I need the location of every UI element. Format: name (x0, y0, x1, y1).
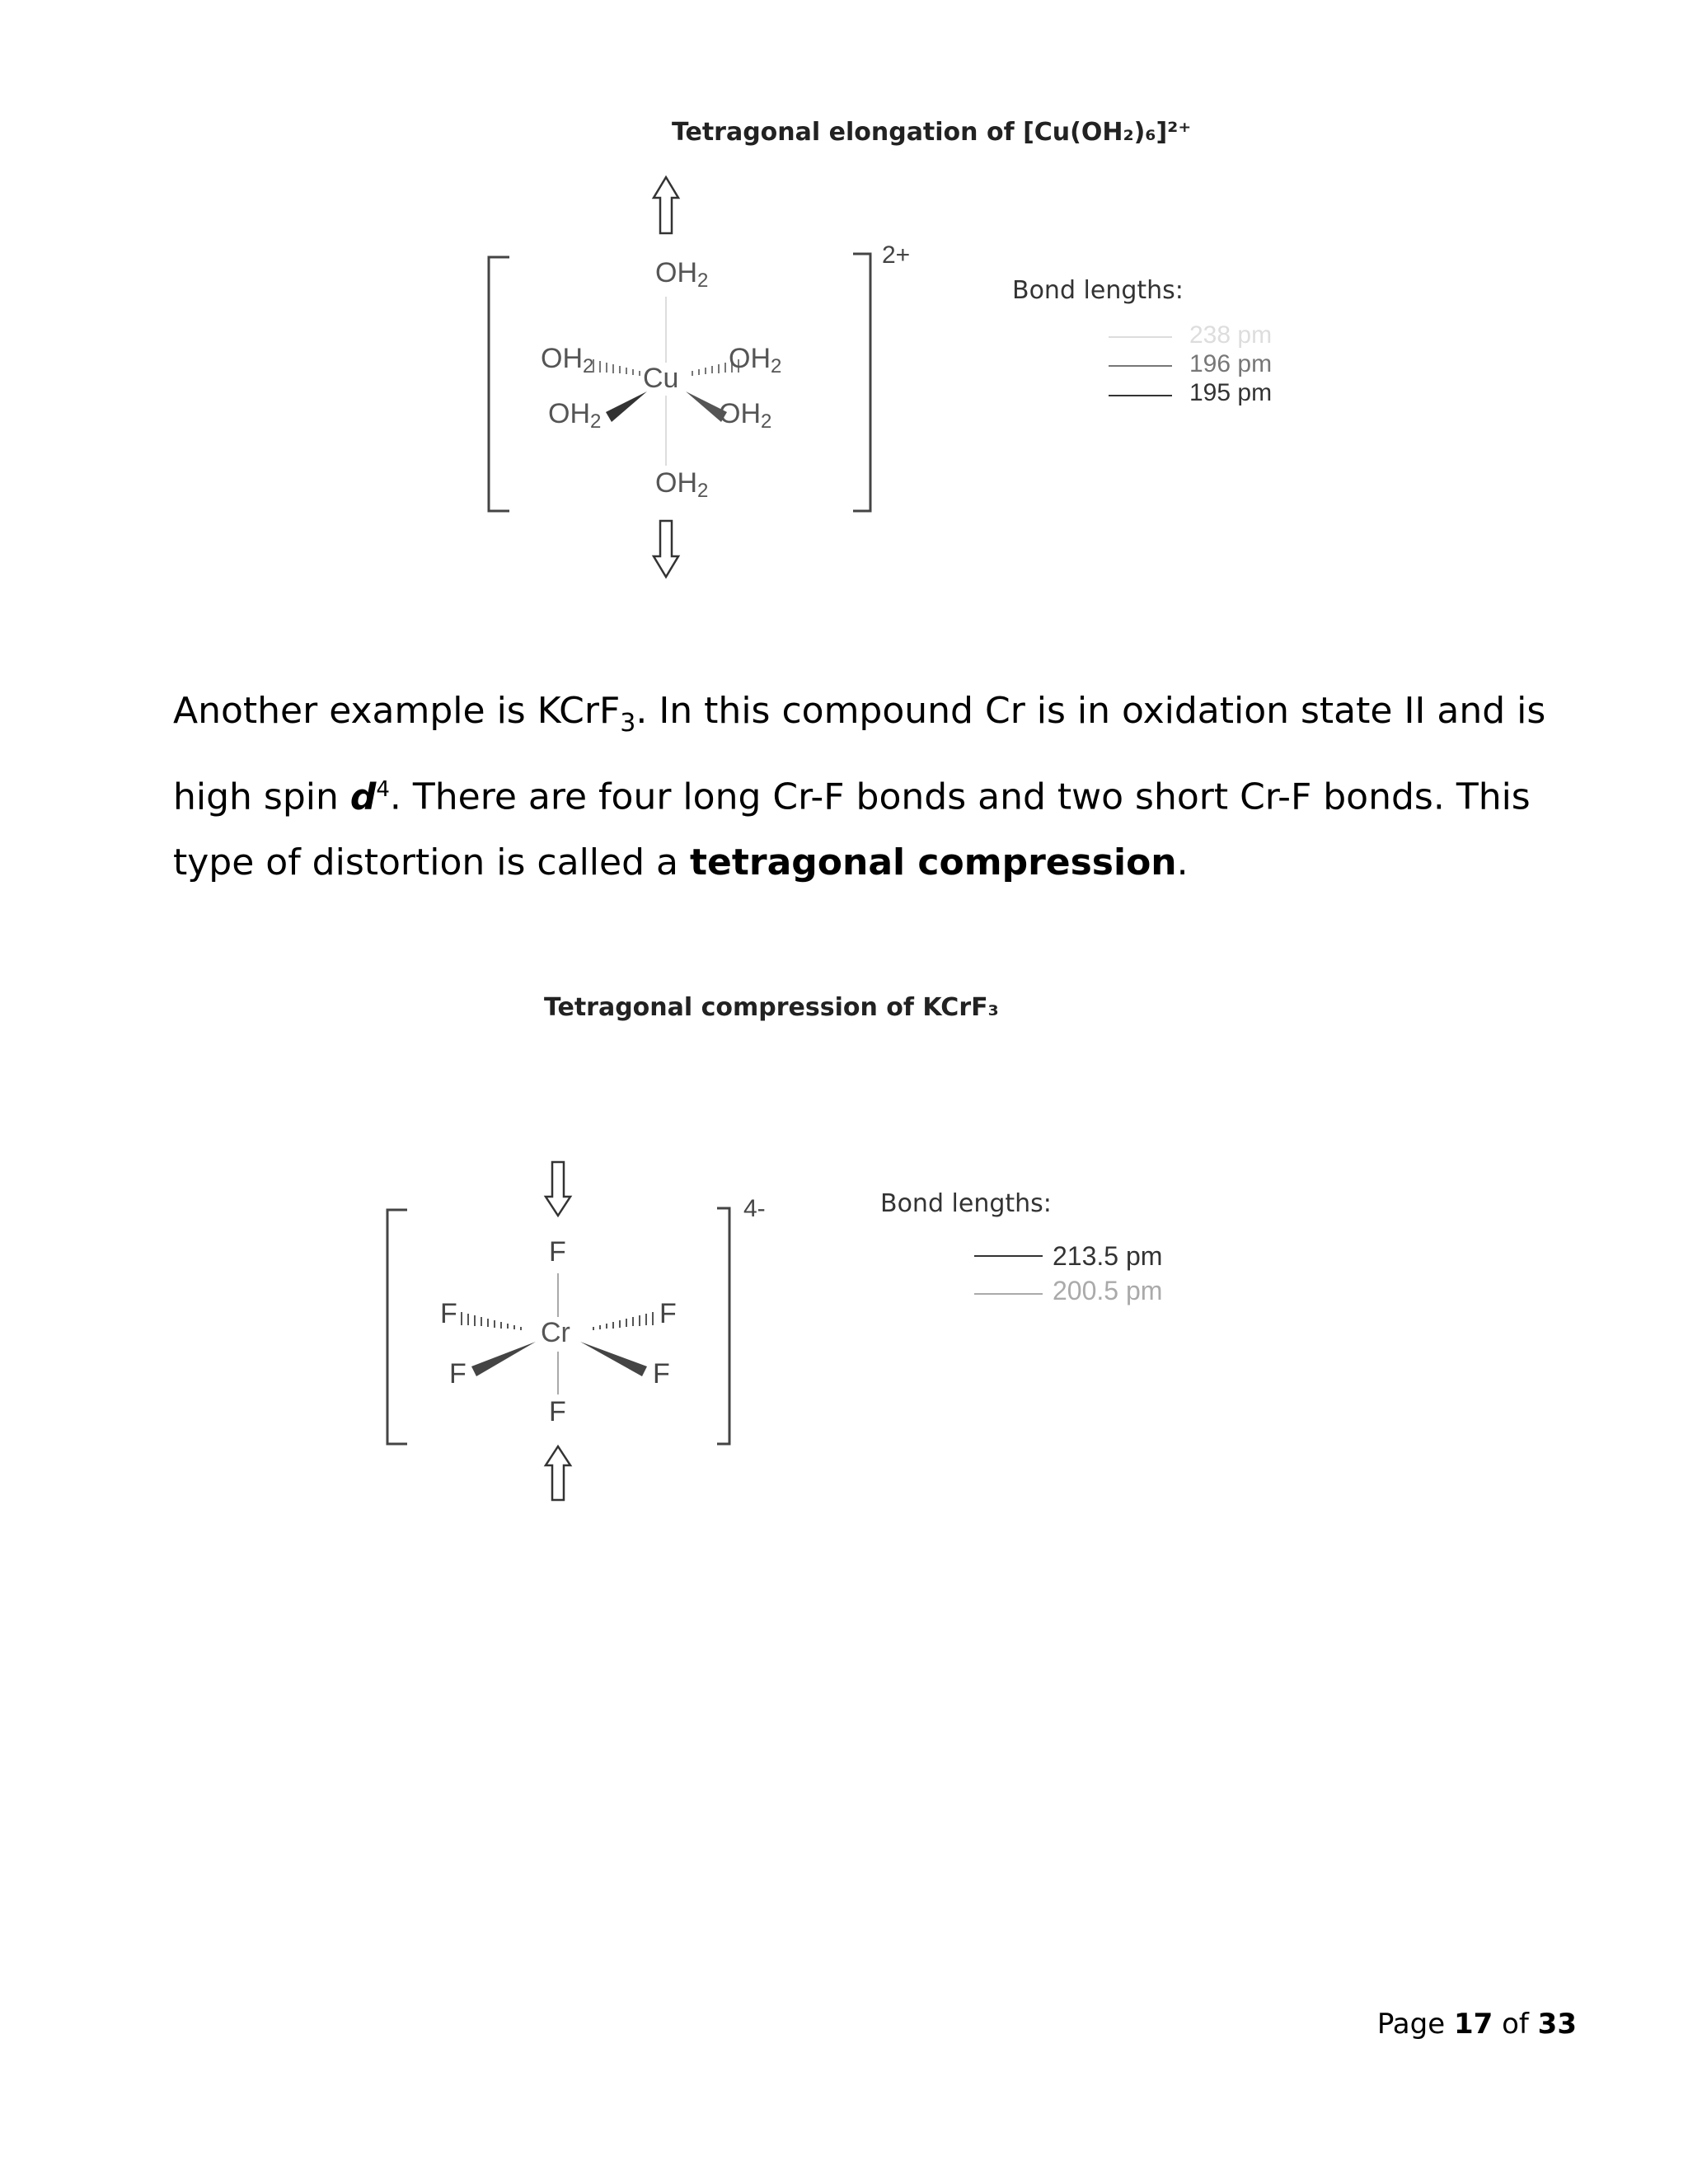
figure1-title: Tetragonal elongation of [Cu(OH₂)₆]²⁺ (672, 118, 1192, 147)
bond-lengths-label-2: Bond lengths: (880, 1189, 1052, 1218)
bond-length-long-2: 213.5 pm (1053, 1241, 1163, 1271)
hashed-bond-right-2 (593, 1312, 653, 1330)
ligand-upper-right: $OH_2$ (729, 343, 782, 377)
ligand-upper-right-2: F (659, 1298, 677, 1329)
ligand-bottom: $OH_2$ (655, 467, 709, 502)
left-bracket-2 (387, 1210, 407, 1444)
down-arrow-icon-2 (546, 1162, 570, 1216)
ligand-lower-left: $OH_2$ (548, 398, 602, 433)
ligand-upper-left: $OH_2$ (541, 343, 594, 377)
bond-length-short-2: 200.5 pm (1053, 1276, 1163, 1305)
up-arrow-icon-2 (546, 1446, 570, 1500)
ligand-top: $OH_2$ (655, 257, 709, 292)
wedge-bond-right-2 (580, 1342, 647, 1376)
bond-length-mid: 196 pm (1189, 350, 1273, 377)
metal-center-2: Cr (541, 1317, 570, 1348)
ligand-lower-right: $OH_2$ (719, 398, 772, 433)
body-paragraph: Another example is KCrF$_3$. In this compound Cr is in oxidation state II and is high spin $d^4$. There are four long Cr-F bonds and two short Cr-F bonds. This type of distortion is called a tetragonal compression. (173, 690, 1546, 884)
ligand-lower-left-2: F (449, 1358, 467, 1390)
ligand-lower-right-2: F (653, 1358, 670, 1390)
hashed-bond-left-2 (462, 1312, 521, 1330)
bond-length-long: 238 pm (1189, 321, 1273, 349)
metal-center: Cu (643, 363, 679, 394)
ligand-bottom-2: F (549, 1396, 566, 1427)
ligand-top-2: F (549, 1236, 566, 1268)
page-footer: Page 17 of 33 (1376, 2008, 1577, 2041)
wedge-bond-left-2 (471, 1342, 536, 1376)
complex-charge: 2+ (882, 241, 911, 269)
figure2-title: Tetragonal compression of KCrF₃ (544, 993, 999, 1022)
right-bracket-2 (717, 1208, 729, 1444)
bond-lengths-label: Bond lengths: (1012, 276, 1184, 305)
ligand-upper-left-2: F (440, 1298, 457, 1329)
bond-length-short: 195 pm (1189, 379, 1273, 406)
complex-charge-2: 4- (743, 1195, 766, 1222)
